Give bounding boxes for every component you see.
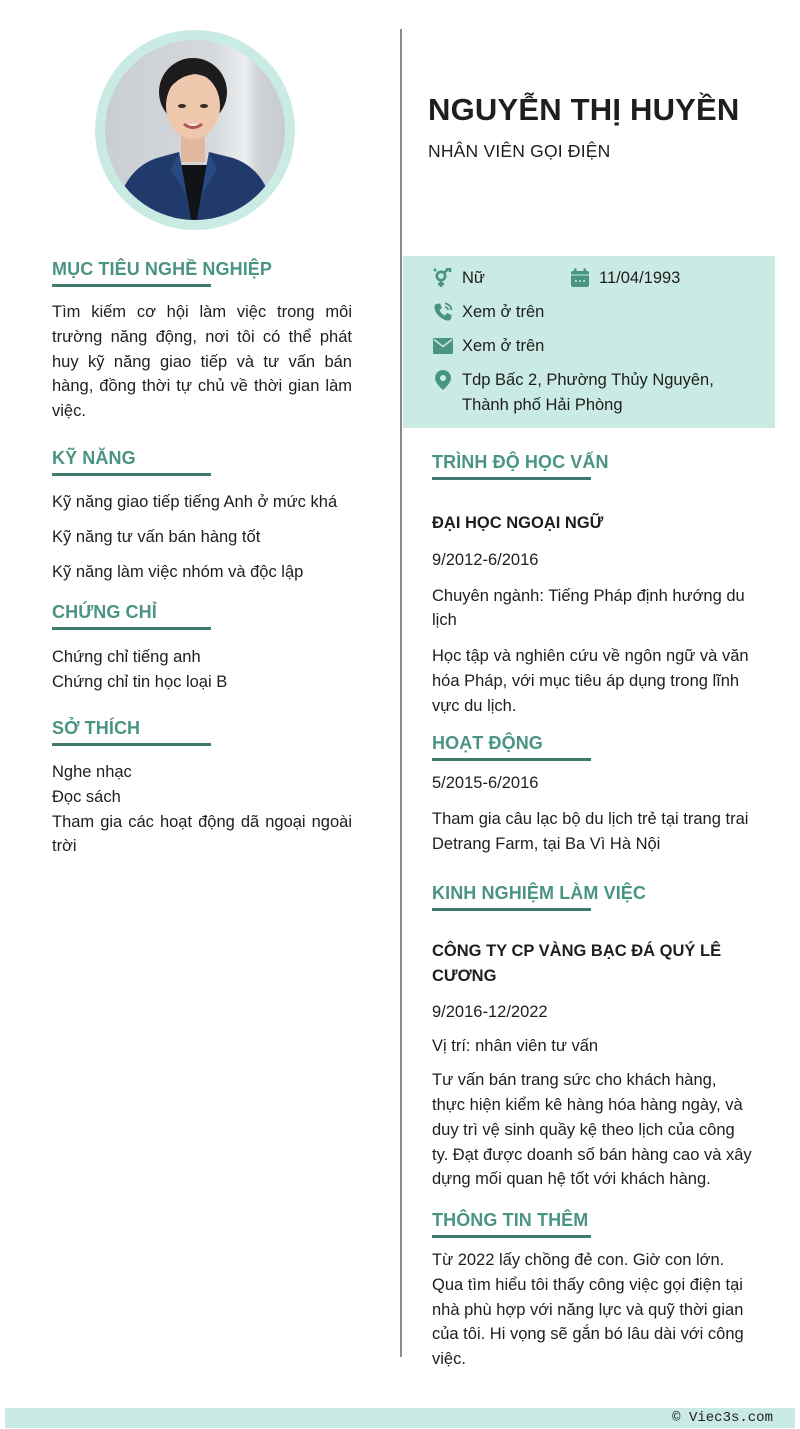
skills-heading: KỸ NĂNG	[52, 448, 136, 468]
avatar	[105, 40, 285, 220]
address-value	[462, 368, 714, 418]
company-name: CÔNG TY CP VÀNG BẠC ĐÁ QUÝ LÊ CƯƠNG	[432, 942, 722, 985]
additional-info-text: Từ 2022 lấy chồng đẻ con. Giờ con lớn. Qua tìm hiểu tôi thấy công việc gọi điện tại nhà phù hợp với năng lực và quỹ thời gian của tôi. Hi vọng sẽ gắn bó lâu dài với công việc.	[432, 1251, 744, 1369]
hobbies-section	[52, 717, 352, 859]
email-icon	[432, 335, 454, 357]
skills-section	[52, 447, 352, 584]
heading-underline	[432, 477, 591, 480]
skill-item: Kỹ năng tư vấn bán hàng tốt	[52, 527, 261, 546]
phone-value: Xem ở trên	[462, 303, 545, 321]
birthday-value: 11/04/1993	[599, 269, 681, 287]
additional-info-section	[432, 1209, 762, 1372]
objective-text: Tìm kiếm cơ hội làm việc trong môi trường năng động, nơi tôi có thể phát huy kỹ năng giao tiếp và tư vấn bán hàng, đồng thời tự chủ về thời gian làm việc.	[52, 303, 352, 421]
experience-heading: KINH NGHIỆM LÀM VIỆC	[432, 883, 647, 903]
certificates-heading: CHỨNG CHỈ	[52, 602, 157, 622]
calendar-icon	[569, 267, 591, 289]
additional-info-heading: THÔNG TIN THÊM	[432, 1210, 589, 1230]
phone-row	[432, 300, 544, 325]
copyright-text: © Viec3s.com	[672, 1410, 773, 1426]
heading-underline	[432, 758, 591, 761]
hobby-item: Đọc sách	[52, 787, 121, 806]
candidate-name: NGUYỄN THỊ HUYỀN	[428, 92, 740, 127]
birthday-row	[569, 266, 680, 291]
experience-section	[432, 882, 762, 1192]
gender-icon	[432, 267, 454, 289]
email-value: Xem ở trên	[462, 337, 545, 355]
certificates-section	[52, 601, 352, 695]
heading-underline	[432, 908, 591, 911]
objective-heading: MỤC TIÊU NGHỀ NGHIỆP	[52, 259, 273, 279]
certificate-item: Chứng chỉ tin học loại B	[52, 672, 228, 691]
heading-underline	[432, 1235, 591, 1238]
activities-heading: HOẠT ĐỘNG	[432, 733, 543, 753]
skill-item: Kỹ năng làm việc nhóm và độc lập	[52, 562, 304, 581]
avatar-ring	[95, 30, 295, 230]
activities-section	[432, 732, 762, 856]
location-icon	[432, 369, 454, 391]
job-title: NHÂN VIÊN GỌI ĐIỆN	[428, 141, 611, 161]
hobby-item: Tham gia các hoạt động dã ngoại ngoài trời	[52, 812, 352, 856]
profile-photo	[105, 40, 285, 220]
heading-underline	[52, 627, 211, 630]
email-row	[432, 334, 544, 359]
education-period: 9/2012-6/2016	[432, 550, 539, 569]
contact-panel	[403, 256, 775, 428]
activities-description: Tham gia câu lạc bộ du lịch trẻ tại trang trai Detrang Farm, tại Ba Vì Hà Nội	[432, 809, 749, 853]
column-divider	[400, 29, 402, 1357]
footer-bar	[5, 1408, 795, 1428]
school-name: ĐẠI HỌC NGOẠI NGỮ	[432, 514, 604, 532]
activities-period: 5/2015-6/2016	[432, 774, 539, 792]
heading-underline	[52, 473, 211, 476]
experience-position: Vị trí: nhân viên tư vấn	[432, 1037, 599, 1056]
education-description: Học tập và nghiên cứu về ngôn ngữ và văn hóa Pháp, với mục tiêu áp dụng trong lĩnh vực du lịch.	[432, 647, 749, 715]
address-line-1: Tdp Bấc 2, Phường Thủy Nguyên,	[462, 371, 714, 389]
hobbies-heading: SỞ THÍCH	[52, 718, 141, 738]
heading-underline	[52, 743, 211, 746]
phone-icon	[432, 301, 454, 323]
certificate-item: Chứng chỉ tiếng anh	[52, 648, 201, 666]
address-row	[432, 368, 714, 418]
skill-item: Kỹ năng giao tiếp tiếng Anh ở mức khá	[52, 493, 338, 511]
gender-value: Nữ	[462, 269, 485, 287]
heading-underline	[52, 284, 211, 287]
experience-description: Tư vấn bán trang sức cho khách hàng, thực hiện kiểm kê hàng hóa hàng ngày, và duy trì vệ sinh quầy kệ theo lịch của công ty. Đạt được doanh số bán hàng cao và xây dựng mối quan hệ tốt với khách hàng.	[432, 1071, 752, 1189]
address-line-2: Thành phố Hải Phòng	[462, 395, 623, 414]
experience-period: 9/2016-12/2022	[432, 1002, 548, 1021]
hobby-item: Nghe nhạc	[52, 763, 132, 781]
education-heading: TRÌNH ĐỘ HỌC VẤN	[432, 452, 609, 472]
education-major: Chuyên ngành: Tiếng Pháp định hướng du lịch	[432, 586, 745, 630]
education-section	[432, 451, 762, 719]
gender-row	[432, 266, 485, 291]
objective-section	[52, 258, 352, 424]
